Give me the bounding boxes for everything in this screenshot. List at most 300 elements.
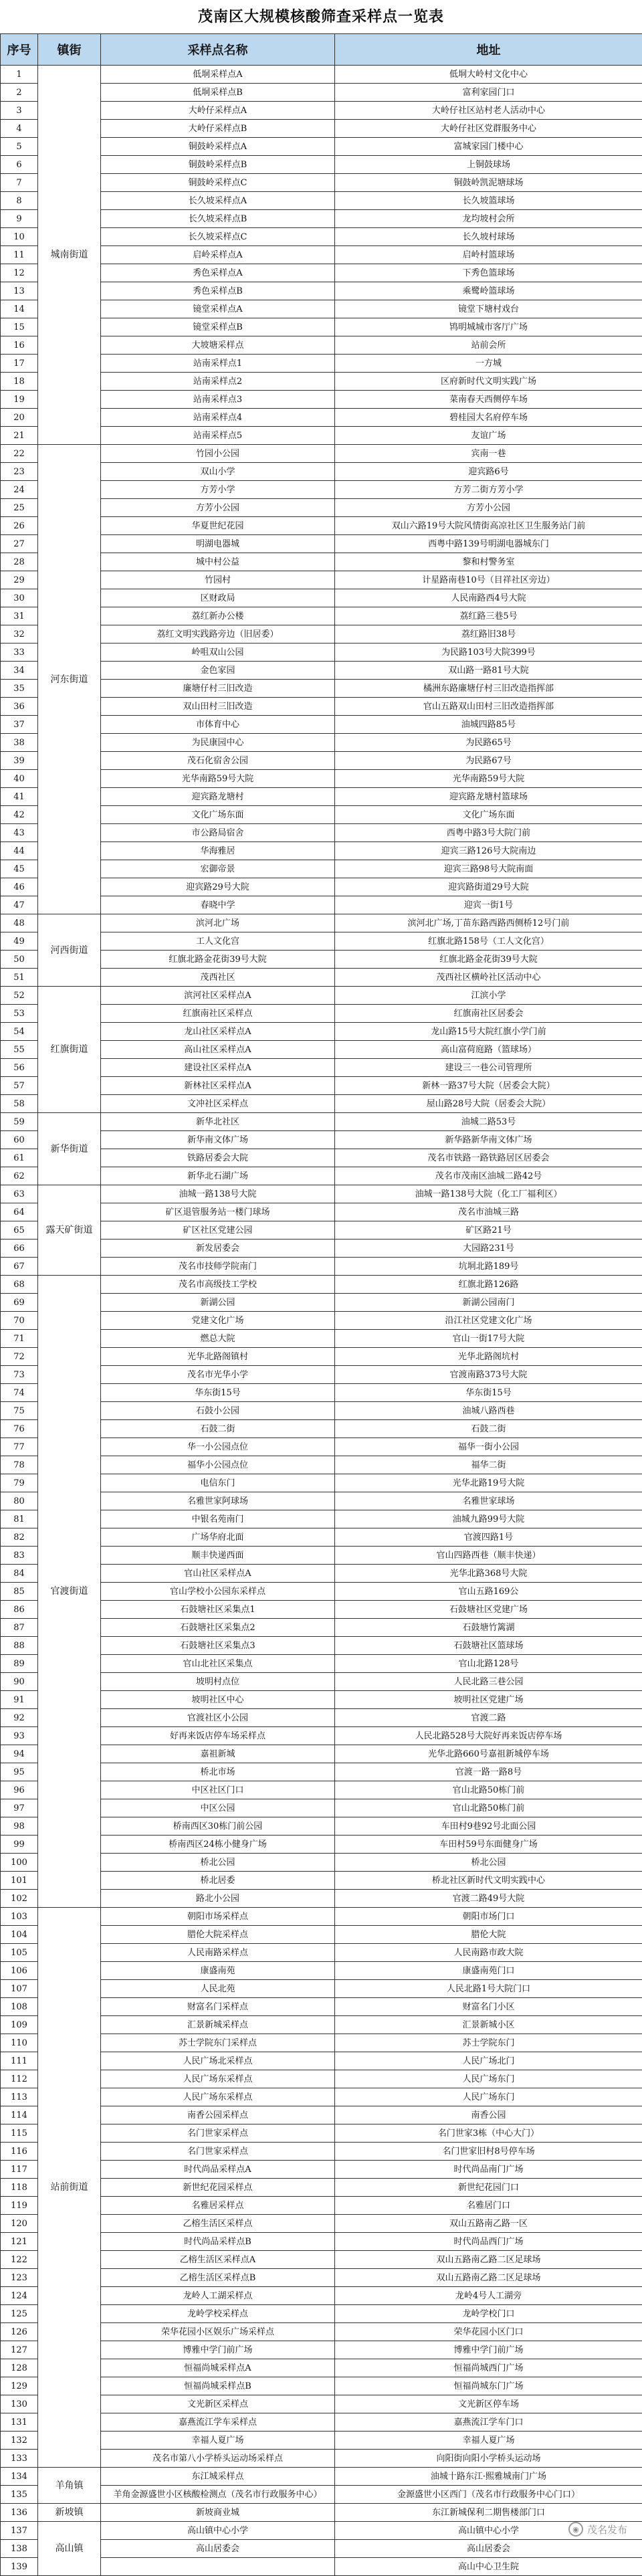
- address-cell: 迎宾路街道29号大院: [335, 878, 642, 896]
- site-name-cell: 华海雅居: [101, 842, 335, 860]
- row-index: 47: [1, 896, 38, 914]
- row-index: 33: [1, 643, 38, 662]
- site-name-cell: 名雅居采样点: [101, 2197, 335, 2215]
- address-cell: 恒福尚城西门广场: [335, 2359, 642, 2377]
- row-index: 22: [1, 445, 38, 463]
- address-cell: 桥北社区新时代文明实践中心: [335, 1872, 642, 1890]
- row-index: 35: [1, 680, 38, 698]
- address-cell: 光华南路59号大院: [335, 770, 642, 788]
- row-index: 65: [1, 1221, 38, 1240]
- address-cell: 迎宾一街1号: [335, 896, 642, 914]
- row-index: 29: [1, 571, 38, 589]
- row-index: 109: [1, 2016, 38, 2034]
- page-title: 茂南区大规模核酸筛查采样点一览表: [0, 0, 642, 33]
- address-cell: 文化广场东面: [335, 806, 642, 824]
- row-index: 106: [1, 1962, 38, 1980]
- table-body: [1, 66, 642, 2576]
- site-name-cell: 中银名苑南门: [101, 1510, 335, 1528]
- row-index: 32: [1, 625, 38, 643]
- site-name-cell: 岭咀双山公园: [101, 643, 335, 662]
- site-name-cell: 桥北公园: [101, 1854, 335, 1872]
- address-cell: 大园路231号: [335, 1240, 642, 1258]
- address-cell: 坑垌北路189号: [335, 1258, 642, 1276]
- row-index: 45: [1, 860, 38, 878]
- site-name-cell: 华夏世纪花园: [101, 517, 335, 535]
- address-cell: 康盛南苑门口: [335, 1962, 642, 1980]
- address-cell: 油城一路138号大院（化工厂福利区）: [335, 1185, 642, 1203]
- site-name-cell: 人民南路采样点: [101, 1944, 335, 1962]
- row-index: 46: [1, 878, 38, 896]
- address-cell: 名门世家旧村8号停车场: [335, 2143, 642, 2161]
- site-name-cell: 文冲社区采样点: [101, 1095, 335, 1113]
- site-name-cell: 华一小公园点位: [101, 1438, 335, 1456]
- row-index: 75: [1, 1402, 38, 1420]
- site-name-cell: 镜堂采样点A: [101, 300, 335, 318]
- address-cell: 区府新时代文明实践广场: [335, 373, 642, 391]
- row-index: 21: [1, 427, 38, 445]
- row-index: 68: [1, 1276, 38, 1294]
- site-name-cell: 新华北石湖广场: [101, 1167, 335, 1185]
- site-name-cell: 高山社区采样点A: [101, 1041, 335, 1059]
- site-name-cell: 迎宾路29号大院: [101, 878, 335, 896]
- address-cell: 官山一街17号大院: [335, 1330, 642, 1348]
- address-cell: 鸨明城城市客厅广场: [335, 318, 642, 336]
- row-index: 28: [1, 553, 38, 571]
- row-index: 90: [1, 1673, 38, 1691]
- row-index: 97: [1, 1799, 38, 1817]
- row-index: 103: [1, 1908, 38, 1926]
- address-cell: 人民北路1号大院门口: [335, 1980, 642, 1998]
- site-name-cell: 苏士学院东门采样点: [101, 2034, 335, 2052]
- site-name-cell: 大坡塘采样点: [101, 336, 335, 355]
- site-name-cell: 官渡社区小公园: [101, 1709, 335, 1727]
- site-name-cell: 荣华花园小区娱乐广场采样点: [101, 2323, 335, 2341]
- site-name-cell: 名雅世家阿球场: [101, 1492, 335, 1510]
- site-name-cell: 为民康园中心: [101, 734, 335, 752]
- row-index: 78: [1, 1456, 38, 1474]
- row-index: 56: [1, 1059, 38, 1077]
- town-cell: 官渡街道: [38, 1276, 101, 1908]
- site-name-cell: 博雅中学门前广场: [101, 2341, 335, 2359]
- row-index: 115: [1, 2124, 38, 2143]
- address-cell: 长久坡篮球场: [335, 192, 642, 210]
- site-name-cell: 低垌采样点A: [101, 66, 335, 84]
- table-row: [1, 2468, 642, 2486]
- table-row: [1, 2522, 642, 2540]
- address-cell: 石鼓塘社区党建广场: [335, 1601, 642, 1619]
- row-index: 120: [1, 2215, 38, 2233]
- row-index: 94: [1, 1745, 38, 1763]
- row-index: 73: [1, 1366, 38, 1384]
- site-name-cell: 羊角金源盛世小区核酸检测点（茂名市行政服务中心）: [101, 2486, 335, 2504]
- site-name-cell: 石鼓小公园: [101, 1402, 335, 1420]
- address-cell: 油城二路53号: [335, 1113, 642, 1131]
- row-index: 41: [1, 788, 38, 806]
- row-index: 89: [1, 1655, 38, 1673]
- address-cell: 双山六路19号大院风情街高凉社区卫生服务站门前: [335, 517, 642, 535]
- address-cell: 计星路南巷10号（目祥社区旁边）: [335, 571, 642, 589]
- site-name-cell: 时代尚品采样点B: [101, 2233, 335, 2251]
- address-cell: 朝阳市场门口: [335, 1908, 642, 1926]
- address-cell: 东江新城保利二期售楼部门口: [335, 2504, 642, 2522]
- site-name-cell: 中区社区门口: [101, 1781, 335, 1799]
- address-cell: 腊伦大院: [335, 1926, 642, 1944]
- address-cell: 友谊广场: [335, 427, 642, 445]
- row-index: 119: [1, 2197, 38, 2215]
- row-index: 4: [1, 120, 38, 138]
- row-index: 3: [1, 102, 38, 120]
- address-cell: 长久坡村球场: [335, 228, 642, 246]
- row-index: 58: [1, 1095, 38, 1113]
- address-cell: 官山北路50栋门前: [335, 1781, 642, 1799]
- address-cell: 茂西社区横岭社区活动中心: [335, 969, 642, 987]
- row-index: 53: [1, 1005, 38, 1023]
- site-name-cell: 桥北市场: [101, 1763, 335, 1781]
- address-cell: 高山镇中心小学: [335, 2522, 642, 2540]
- site-name-cell: 官山北社区采集点: [101, 1655, 335, 1673]
- row-index: 37: [1, 716, 38, 734]
- watermark-text: 茂名发布: [587, 2522, 627, 2537]
- site-name-cell: 迎宾路龙塘村: [101, 788, 335, 806]
- site-name-cell: 长久坡采样点B: [101, 210, 335, 228]
- site-name-cell: 坡明社区中心: [101, 1691, 335, 1709]
- site-name-cell: 红旗南社区采样点: [101, 1005, 335, 1023]
- row-index: 105: [1, 1944, 38, 1962]
- address-cell: 为民路67号: [335, 752, 642, 770]
- site-name-cell: 低垌采样点B: [101, 84, 335, 102]
- row-index: 59: [1, 1113, 38, 1131]
- address-cell: 人民广场东门: [335, 2070, 642, 2088]
- row-index: 86: [1, 1601, 38, 1619]
- row-index: 104: [1, 1926, 38, 1944]
- row-index: 7: [1, 174, 38, 192]
- address-cell: 官山四路西巷（顺丰快递）: [335, 1547, 642, 1565]
- row-index: 93: [1, 1727, 38, 1745]
- site-name-cell: 矿区退管服务站一楼门球场: [101, 1203, 335, 1221]
- site-name-cell: 方芳小学: [101, 481, 335, 499]
- site-name-cell: 宏御帝景: [101, 860, 335, 878]
- address-cell: 双山路一路81号大院: [335, 662, 642, 680]
- site-name-cell: 东江城采样点: [101, 2468, 335, 2486]
- address-cell: 荔红路旧38号: [335, 625, 642, 643]
- address-cell: 时代尚品南门广场: [335, 2161, 642, 2179]
- site-name-cell: 红旗北路金花街39号大院: [101, 951, 335, 969]
- address-cell: 名雅居门口: [335, 2197, 642, 2215]
- address-cell: 人民广场北门: [335, 2052, 642, 2070]
- address-cell: 屋山路28号大院（居委会大院）: [335, 1095, 642, 1113]
- address-cell: 桥北公园: [335, 1854, 642, 1872]
- row-index: 64: [1, 1203, 38, 1221]
- row-index: 74: [1, 1384, 38, 1402]
- address-cell: 下秀色篮球场: [335, 264, 642, 282]
- address-cell: 新林一路37号大院（居委会大院）: [335, 1077, 642, 1095]
- address-cell: 福华一街小公园: [335, 1438, 642, 1456]
- site-name-cell: 新坡商业城: [101, 2504, 335, 2522]
- address-cell: 车田村59号东面健身广场: [335, 1836, 642, 1854]
- row-index: 43: [1, 824, 38, 842]
- site-name-cell: 腊伦大院采样点: [101, 1926, 335, 1944]
- site-name-cell: 嘉燕流江学车采样点: [101, 2413, 335, 2432]
- site-name-cell: 双山小学: [101, 463, 335, 481]
- address-cell: 石鼓二街: [335, 1420, 642, 1438]
- site-name-cell: 石鼓塘社区采集点1: [101, 1601, 335, 1619]
- address-cell: 富利家园门口: [335, 84, 642, 102]
- site-name-cell: 龙山社区采样点A: [101, 1023, 335, 1041]
- site-name-cell: 站南采样点5: [101, 427, 335, 445]
- row-index: 18: [1, 373, 38, 391]
- address-cell: 油城四路85号: [335, 716, 642, 734]
- row-index: 8: [1, 192, 38, 210]
- row-index: 62: [1, 1167, 38, 1185]
- address-cell: 人民南路西4号大院: [335, 589, 642, 607]
- address-cell: 矿区路21号: [335, 1221, 642, 1240]
- site-name-cell: 桥南西区24栋小健身广场: [101, 1836, 335, 1854]
- address-cell: 迎宾三路98号大院南面: [335, 860, 642, 878]
- row-index: 113: [1, 2088, 38, 2106]
- row-index: 96: [1, 1781, 38, 1799]
- address-cell: 文光新区停车场: [335, 2395, 642, 2413]
- address-cell: 官山五路169公: [335, 1583, 642, 1601]
- table-header-row: [1, 34, 642, 66]
- table-row: [1, 66, 642, 84]
- address-cell: 幸福人夏广场: [335, 2432, 642, 2450]
- header-address: 地址: [335, 34, 642, 66]
- row-index: 44: [1, 842, 38, 860]
- town-cell: 新华街道: [38, 1113, 101, 1185]
- site-name-cell: 文光新区采样点: [101, 2395, 335, 2413]
- address-cell: 红旗南社区居委会: [335, 1005, 642, 1023]
- address-cell: 橘洲东路廉塘仔村三旧改造指挥部: [335, 680, 642, 698]
- site-name-cell: 油城一路138号大院: [101, 1185, 335, 1203]
- site-name-cell: 名门世家采样点: [101, 2143, 335, 2161]
- row-index: 124: [1, 2287, 38, 2305]
- address-cell: 大岭仔社区党群服务中心: [335, 120, 642, 138]
- site-name-cell: 站南采样点2: [101, 373, 335, 391]
- row-index: 25: [1, 499, 38, 517]
- row-index: 100: [1, 1854, 38, 1872]
- row-index: 95: [1, 1763, 38, 1781]
- address-cell: 高山中心卫生院: [335, 2558, 642, 2576]
- site-name-cell: 滨河北广场: [101, 914, 335, 932]
- row-index: 117: [1, 2161, 38, 2179]
- site-name-cell: 石鼓塘社区采集点3: [101, 1637, 335, 1655]
- site-name-cell: 名门世家采样点: [101, 2124, 335, 2143]
- table-row: [1, 2504, 642, 2522]
- address-cell: 光华北路368号大院: [335, 1565, 642, 1583]
- row-index: 20: [1, 409, 38, 427]
- site-name-cell: 文化广场东面: [101, 806, 335, 824]
- address-cell: 上铜鼓球场: [335, 156, 642, 174]
- row-index: 88: [1, 1637, 38, 1655]
- address-cell: 新湖公园南门: [335, 1294, 642, 1312]
- address-cell: 华东街15号: [335, 1384, 642, 1402]
- site-name-cell: 嘉祖新城: [101, 1745, 335, 1763]
- site-name-cell: 人民广场东采样点: [101, 2070, 335, 2088]
- row-index: 136: [1, 2504, 38, 2522]
- site-name-cell: 茂名市技师学院南门: [101, 1258, 335, 1276]
- site-name-cell: 茂名市高级技工学校: [101, 1276, 335, 1294]
- address-cell: 苏士学院东门: [335, 2034, 642, 2052]
- site-name-cell: 官山学校小公园东采样点: [101, 1583, 335, 1601]
- address-cell: 荣华花园小区门口: [335, 2323, 642, 2341]
- address-cell: 官渡一路一路8号: [335, 1763, 642, 1781]
- address-cell: 汇景新城小区: [335, 2016, 642, 2034]
- address-cell: 油城八路西巷: [335, 1402, 642, 1420]
- row-index: 55: [1, 1041, 38, 1059]
- address-cell: 官渡二路49号大院: [335, 1890, 642, 1908]
- row-index: 54: [1, 1023, 38, 1041]
- address-cell: 荔红路三巷5号: [335, 607, 642, 625]
- row-index: 38: [1, 734, 38, 752]
- row-index: 13: [1, 282, 38, 300]
- row-index: 130: [1, 2395, 38, 2413]
- row-index: 118: [1, 2179, 38, 2197]
- row-index: 131: [1, 2413, 38, 2432]
- address-cell: 人民南路市政大院: [335, 1944, 642, 1962]
- address-cell: 沿江社区党建文化广场: [335, 1312, 642, 1330]
- site-name-cell: 矿区社区党建公园: [101, 1221, 335, 1240]
- address-cell: 人民北路三巷公园: [335, 1673, 642, 1691]
- row-index: 81: [1, 1510, 38, 1528]
- row-index: 19: [1, 391, 38, 409]
- table-row: [1, 1113, 642, 1131]
- row-index: 126: [1, 2323, 38, 2341]
- row-index: 24: [1, 481, 38, 499]
- site-name-cell: 城中村公益: [101, 553, 335, 571]
- row-index: 1: [1, 66, 38, 84]
- site-name-cell: 双山田村三旧改造: [101, 698, 335, 716]
- address-cell: 双山五路南乙路二区足球场: [335, 2269, 642, 2287]
- address-cell: 方芳二街方芳小学: [335, 481, 642, 499]
- site-name-cell: 电信东门: [101, 1474, 335, 1492]
- address-cell: 迎宾路6号: [335, 463, 642, 481]
- row-index: 84: [1, 1565, 38, 1583]
- address-cell: 名雅世家球场: [335, 1492, 642, 1510]
- site-name-cell: 方芳小公园: [101, 499, 335, 517]
- address-cell: 高山居委会: [335, 2540, 642, 2558]
- site-name-cell: 新华北社区: [101, 1113, 335, 1131]
- address-cell: 人民广场东门: [335, 2088, 642, 2106]
- row-index: 60: [1, 1131, 38, 1149]
- row-index: 61: [1, 1149, 38, 1167]
- row-index: 26: [1, 517, 38, 535]
- address-cell: 光华北路19号大院: [335, 1474, 642, 1492]
- site-name-cell: 坡明村点位: [101, 1673, 335, 1691]
- row-index: 92: [1, 1709, 38, 1727]
- row-index: 108: [1, 1998, 38, 2016]
- row-index: 76: [1, 1420, 38, 1438]
- address-cell: 金源盛世小区西门（茂名市行政服务中心门口）: [335, 2486, 642, 2504]
- row-index: 57: [1, 1077, 38, 1095]
- site-name-cell: 燃总大院: [101, 1330, 335, 1348]
- site-name-cell: 竹园小公园: [101, 445, 335, 463]
- site-name-cell: 明湖电器城: [101, 535, 335, 553]
- row-index: 15: [1, 318, 38, 336]
- row-index: 31: [1, 607, 38, 625]
- row-index: 111: [1, 2052, 38, 2070]
- town-cell: 站前街道: [38, 1908, 101, 2468]
- row-index: 87: [1, 1619, 38, 1637]
- address-cell: 双山五路南乙路一区: [335, 2215, 642, 2233]
- site-name-cell: 荔红文明实践路旁边（旧居委）: [101, 625, 335, 643]
- row-index: 125: [1, 2305, 38, 2323]
- row-index: 14: [1, 300, 38, 318]
- row-index: 70: [1, 1312, 38, 1330]
- row-index: 116: [1, 2143, 38, 2161]
- row-index: 40: [1, 770, 38, 788]
- address-cell: 光华北路660号嘉祖新城停车场: [335, 1745, 642, 1763]
- address-cell: 车田村9巷92号北面公园: [335, 1817, 642, 1836]
- site-name-cell: 朝阳市场采样点: [101, 1908, 335, 1926]
- row-index: 11: [1, 246, 38, 264]
- site-name-cell: 顺丰快递西面: [101, 1547, 335, 1565]
- address-cell: 高山富荷庭路（篮球场）: [335, 1041, 642, 1059]
- address-cell: 为民路65号: [335, 734, 642, 752]
- address-cell: 乘鹭岭篮球场: [335, 282, 642, 300]
- site-name-cell: 长久坡采样点C: [101, 228, 335, 246]
- address-cell: 方芳小公园: [335, 499, 642, 517]
- row-index: 30: [1, 589, 38, 607]
- address-cell: 菜南春天西侧停车场: [335, 391, 642, 409]
- site-name-cell: 恒福尚城采样点B: [101, 2377, 335, 2395]
- sampling-sites-table: [0, 33, 642, 2576]
- address-cell: 茂名市油城三路: [335, 1203, 642, 1221]
- site-name-cell: 秀色采样点B: [101, 282, 335, 300]
- site-name-cell: 工人文化宫: [101, 932, 335, 951]
- site-name-cell: 建设社区采样点A: [101, 1059, 335, 1077]
- site-name-cell: 龙岭人工湖采样点: [101, 2287, 335, 2305]
- row-index: 139: [1, 2558, 38, 2576]
- table-row: [1, 1908, 642, 1926]
- address-cell: 名门世家3栋（中心大门）: [335, 2124, 642, 2143]
- site-name-cell: 市体育中心: [101, 716, 335, 734]
- site-name-cell: 竹园村: [101, 571, 335, 589]
- site-name-cell: 光华南路59号大院: [101, 770, 335, 788]
- site-name-cell: 桥南西区30栋门前公园: [101, 1817, 335, 1836]
- address-cell: 财富名门小区: [335, 1998, 642, 2016]
- row-index: 66: [1, 1240, 38, 1258]
- row-index: 138: [1, 2540, 38, 2558]
- row-index: 23: [1, 463, 38, 481]
- address-cell: 红旗北路158号（工人文化宫）: [335, 932, 642, 951]
- site-name-cell: 中区公园: [101, 1799, 335, 1817]
- header-site-name: 采样点名称: [101, 34, 335, 66]
- row-index: 79: [1, 1474, 38, 1492]
- row-index: 121: [1, 2233, 38, 2251]
- site-name-cell: 长久坡采样点A: [101, 192, 335, 210]
- address-cell: 时代尚品西门广场: [335, 2233, 642, 2251]
- site-name-cell: 新林社区采样点A: [101, 1077, 335, 1095]
- row-index: 112: [1, 2070, 38, 2088]
- row-index: 69: [1, 1294, 38, 1312]
- site-name-cell: 华东街15号: [101, 1384, 335, 1402]
- address-cell: 坡明社区党建广场: [335, 1691, 642, 1709]
- address-cell: 官渡四路1号: [335, 1528, 642, 1547]
- row-index: 71: [1, 1330, 38, 1348]
- site-name-cell: 铜鼓岭采样点B: [101, 156, 335, 174]
- site-name-cell: 党建文化广场: [101, 1312, 335, 1330]
- address-cell: 南香公园: [335, 2106, 642, 2124]
- address-cell: 龙岭学校门口: [335, 2305, 642, 2323]
- site-name-cell: 恒福尚城采样点A: [101, 2359, 335, 2377]
- site-name-cell: 启岭采样点A: [101, 246, 335, 264]
- site-name-cell: 龙岭学校采样点: [101, 2305, 335, 2323]
- address-cell: 镜堂下塘村戏台: [335, 300, 642, 318]
- town-cell: 河东街道: [38, 445, 101, 914]
- site-name-cell: 铁路居委会大院: [101, 1149, 335, 1167]
- row-index: 123: [1, 2269, 38, 2287]
- site-name-cell: 金色家园: [101, 662, 335, 680]
